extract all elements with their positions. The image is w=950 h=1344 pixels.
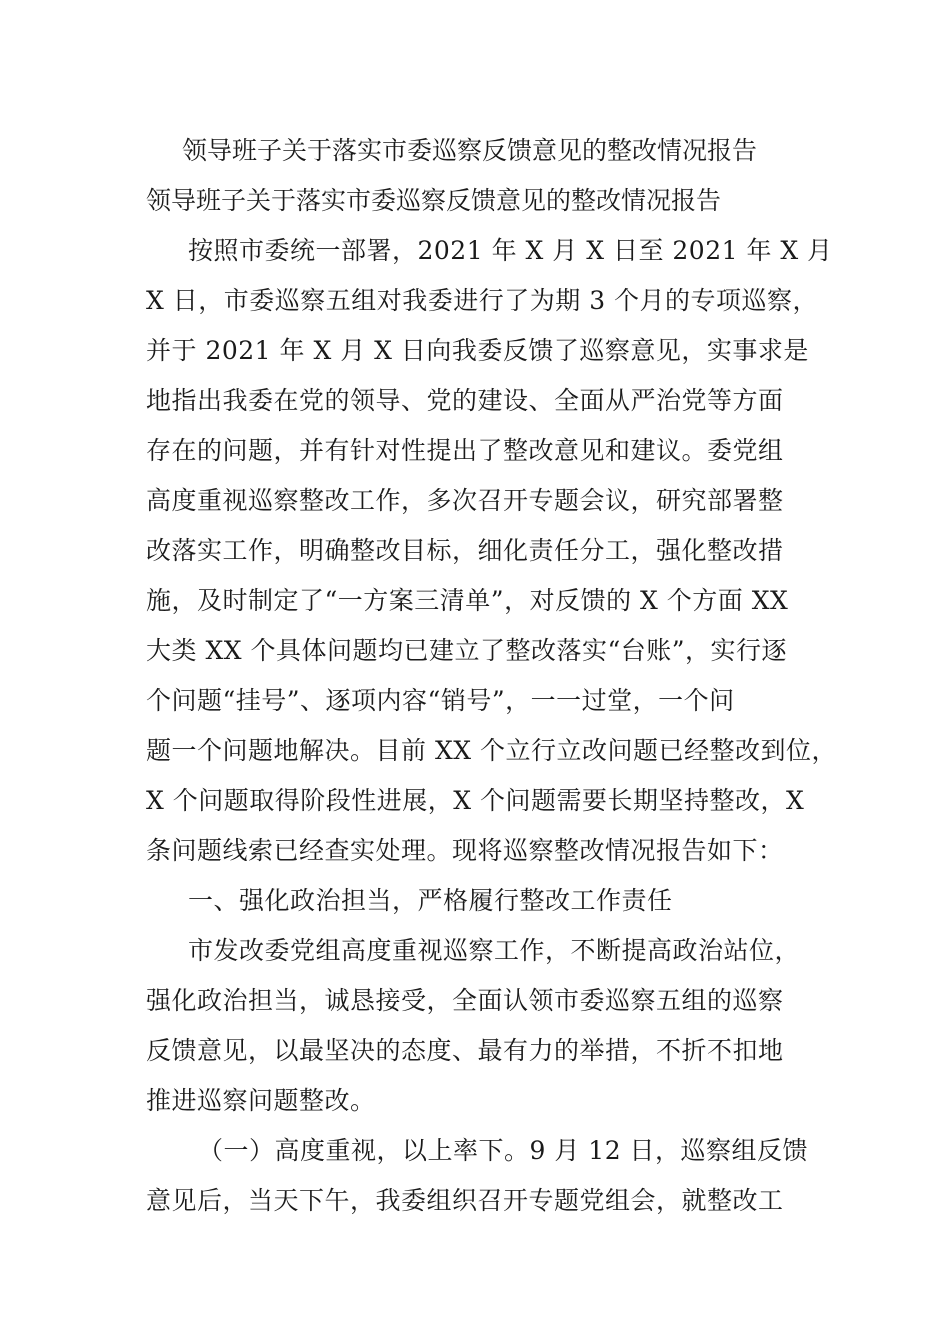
text-line: X 日，市委巡察五组对我委进行了为期 3 个月的专项巡察， xyxy=(146,286,819,315)
text-line: 高度重视巡察整改工作，多次召开专题会议，研究部署整 xyxy=(146,486,784,515)
text-line: X 个问题取得阶段性进展，X 个问题需要长期坚持整改，X xyxy=(146,786,805,815)
text-line: 按照市委统一部署，2021 年 X 月 X 日至 2021 年 X 月 xyxy=(188,236,833,265)
section-heading: 一、强化政治担当，严格履行整改工作责任 xyxy=(188,886,673,915)
text-line: 意见后，当天下午，我委组织召开专题党组会，就整改工 xyxy=(146,1186,784,1215)
text-line: 改落实工作，明确整改目标，细化责任分工，强化整改措 xyxy=(146,536,784,565)
text-line: 强化政治担当，诚恳接受，全面认领市委巡察五组的巡察 xyxy=(146,986,784,1015)
text-line: （一）高度重视，以上率下。9 月 12 日，巡察组反馈 xyxy=(198,1136,809,1165)
text-line: 反馈意见，以最坚决的态度、最有力的举措，不折不扣地 xyxy=(146,1036,784,1065)
document-title: 领导班子关于落实市委巡察反馈意见的整改情况报告 xyxy=(182,136,758,165)
text-line: 个问题“挂号”、逐项内容“销号”，一一过堂，一个问 xyxy=(146,686,735,715)
text-line: 并于 2021 年 X 月 X 日向我委反馈了巡察意见，实事求是 xyxy=(146,336,809,365)
text-line: 市发改委党组高度重视巡察工作，不断提高政治站位， xyxy=(188,936,801,965)
text-line: 地指出我委在党的领导、党的建设、全面从严治党等方面 xyxy=(146,386,784,415)
text-line: 条问题线索已经查实处理。现将巡察整改情况报告如下： xyxy=(146,836,784,865)
document-subtitle: 领导班子关于落实市委巡察反馈意见的整改情况报告 xyxy=(146,186,722,215)
text-line: 题一个问题地解决。目前 XX 个立行立改问题已经整改到位， xyxy=(146,736,837,765)
text-line: 存在的问题，并有针对性提出了整改意见和建议。委党组 xyxy=(146,436,784,465)
text-line: 推进巡察问题整改。 xyxy=(146,1086,376,1115)
text-line: 大类 XX 个具体问题均已建立了整改落实“台账”，实行逐 xyxy=(146,636,788,665)
text-line: 施，及时制定了“一方案三清单”，对反馈的 X 个方面 XX xyxy=(146,586,789,615)
